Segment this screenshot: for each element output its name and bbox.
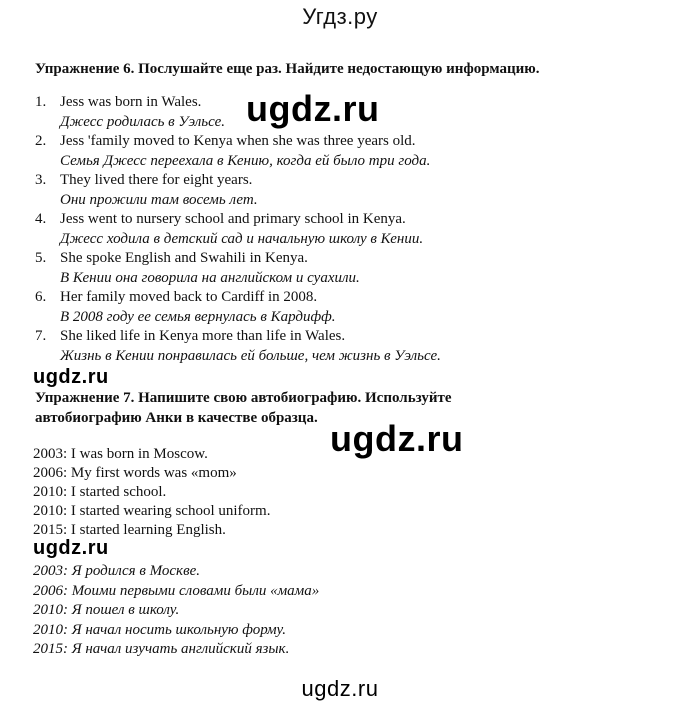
item-number: 7. (35, 328, 47, 344)
exercise-7-heading-line-1: Упражнение 7. Напишите свою автобиографию. Используйте (35, 390, 452, 406)
list-item (35, 132, 655, 171)
timeline-line-translation: 2015: Я начал изучать английский язык. (33, 641, 290, 657)
english-sentence: Jess went to nursery school and primary school in Kenya. (60, 211, 406, 227)
english-sentence: She spoke English and Swahili in Kenya. (60, 250, 308, 266)
english-sentence: Jess 'family moved to Kenya when she was three years old. (60, 133, 416, 149)
list-item (35, 210, 655, 249)
timeline-line: 2006: My first words was «mom» (33, 465, 237, 481)
item-number: 6. (35, 289, 47, 305)
list-item (35, 171, 655, 210)
site-title: Угдз.ру (302, 4, 378, 29)
timeline-line-translation: 2010: Я пошел в школу. (33, 602, 180, 618)
item-number: 3. (35, 172, 47, 188)
russian-translation: В 2008 году ее семья вернулась в Кардифф. (60, 309, 336, 325)
russian-translation: Джесс ходила в детский сад и начальную школу в Кении. (60, 231, 424, 247)
russian-translation: Джесс родилась в Уэльсе. (60, 114, 225, 130)
timeline-line: 2003: I was born in Moscow. (33, 446, 208, 462)
exercise-6-list (35, 93, 655, 366)
watermark: ugdz.ru (33, 366, 109, 388)
exercise-6-heading: Упражнение 6. Послушайте еще раз. Найдите недостающую информацию. (35, 61, 540, 77)
russian-translation: Семья Джесс переехала в Кению, когда ей было три года. (60, 153, 431, 169)
english-sentence: She liked life in Kenya more than life in Wales. (60, 328, 346, 344)
timeline-line: 2010: I started wearing school uniform. (33, 503, 271, 519)
exercise-7-heading-line-2: автобиографию Анки в качестве образца. (35, 410, 318, 426)
list-item (35, 288, 655, 327)
autobiography-russian (33, 562, 319, 660)
russian-translation: В Кении она говорила на английском и суахили. (60, 270, 360, 286)
autobiography-english (33, 445, 270, 540)
list-item (35, 327, 655, 366)
russian-translation: Они прожили там восемь лет. (60, 192, 258, 208)
item-number: 5. (35, 250, 47, 266)
timeline-line: 2010: I started school. (33, 484, 167, 500)
watermark: ugdz.ru (246, 88, 380, 129)
english-sentence: They lived there for eight years. (60, 172, 253, 188)
list-item (35, 249, 655, 288)
timeline-line-translation: 2006: Моими первыми словами были «мама» (33, 582, 320, 599)
english-sentence: Jess was born in Wales. (60, 94, 202, 110)
russian-translation: Жизнь в Кении понравилась ей больше, чем жизнь в Уэльсе. (60, 348, 441, 364)
watermark: ugdz.ru (33, 537, 109, 559)
item-number: 4. (35, 211, 47, 227)
timeline-line-translation: 2010: Я начал носить школьную форму. (33, 621, 286, 638)
item-number: 1. (35, 94, 47, 110)
watermark: ugdz.ru (330, 418, 464, 459)
footer-watermark: ugdz.ru (301, 676, 379, 701)
timeline-line: 2015: I started learning English. (33, 522, 226, 538)
item-number: 2. (35, 133, 47, 149)
english-sentence: Her family moved back to Cardiff in 2008. (60, 289, 318, 305)
timeline-line-translation: 2003: Я родился в Москве. (33, 563, 200, 579)
